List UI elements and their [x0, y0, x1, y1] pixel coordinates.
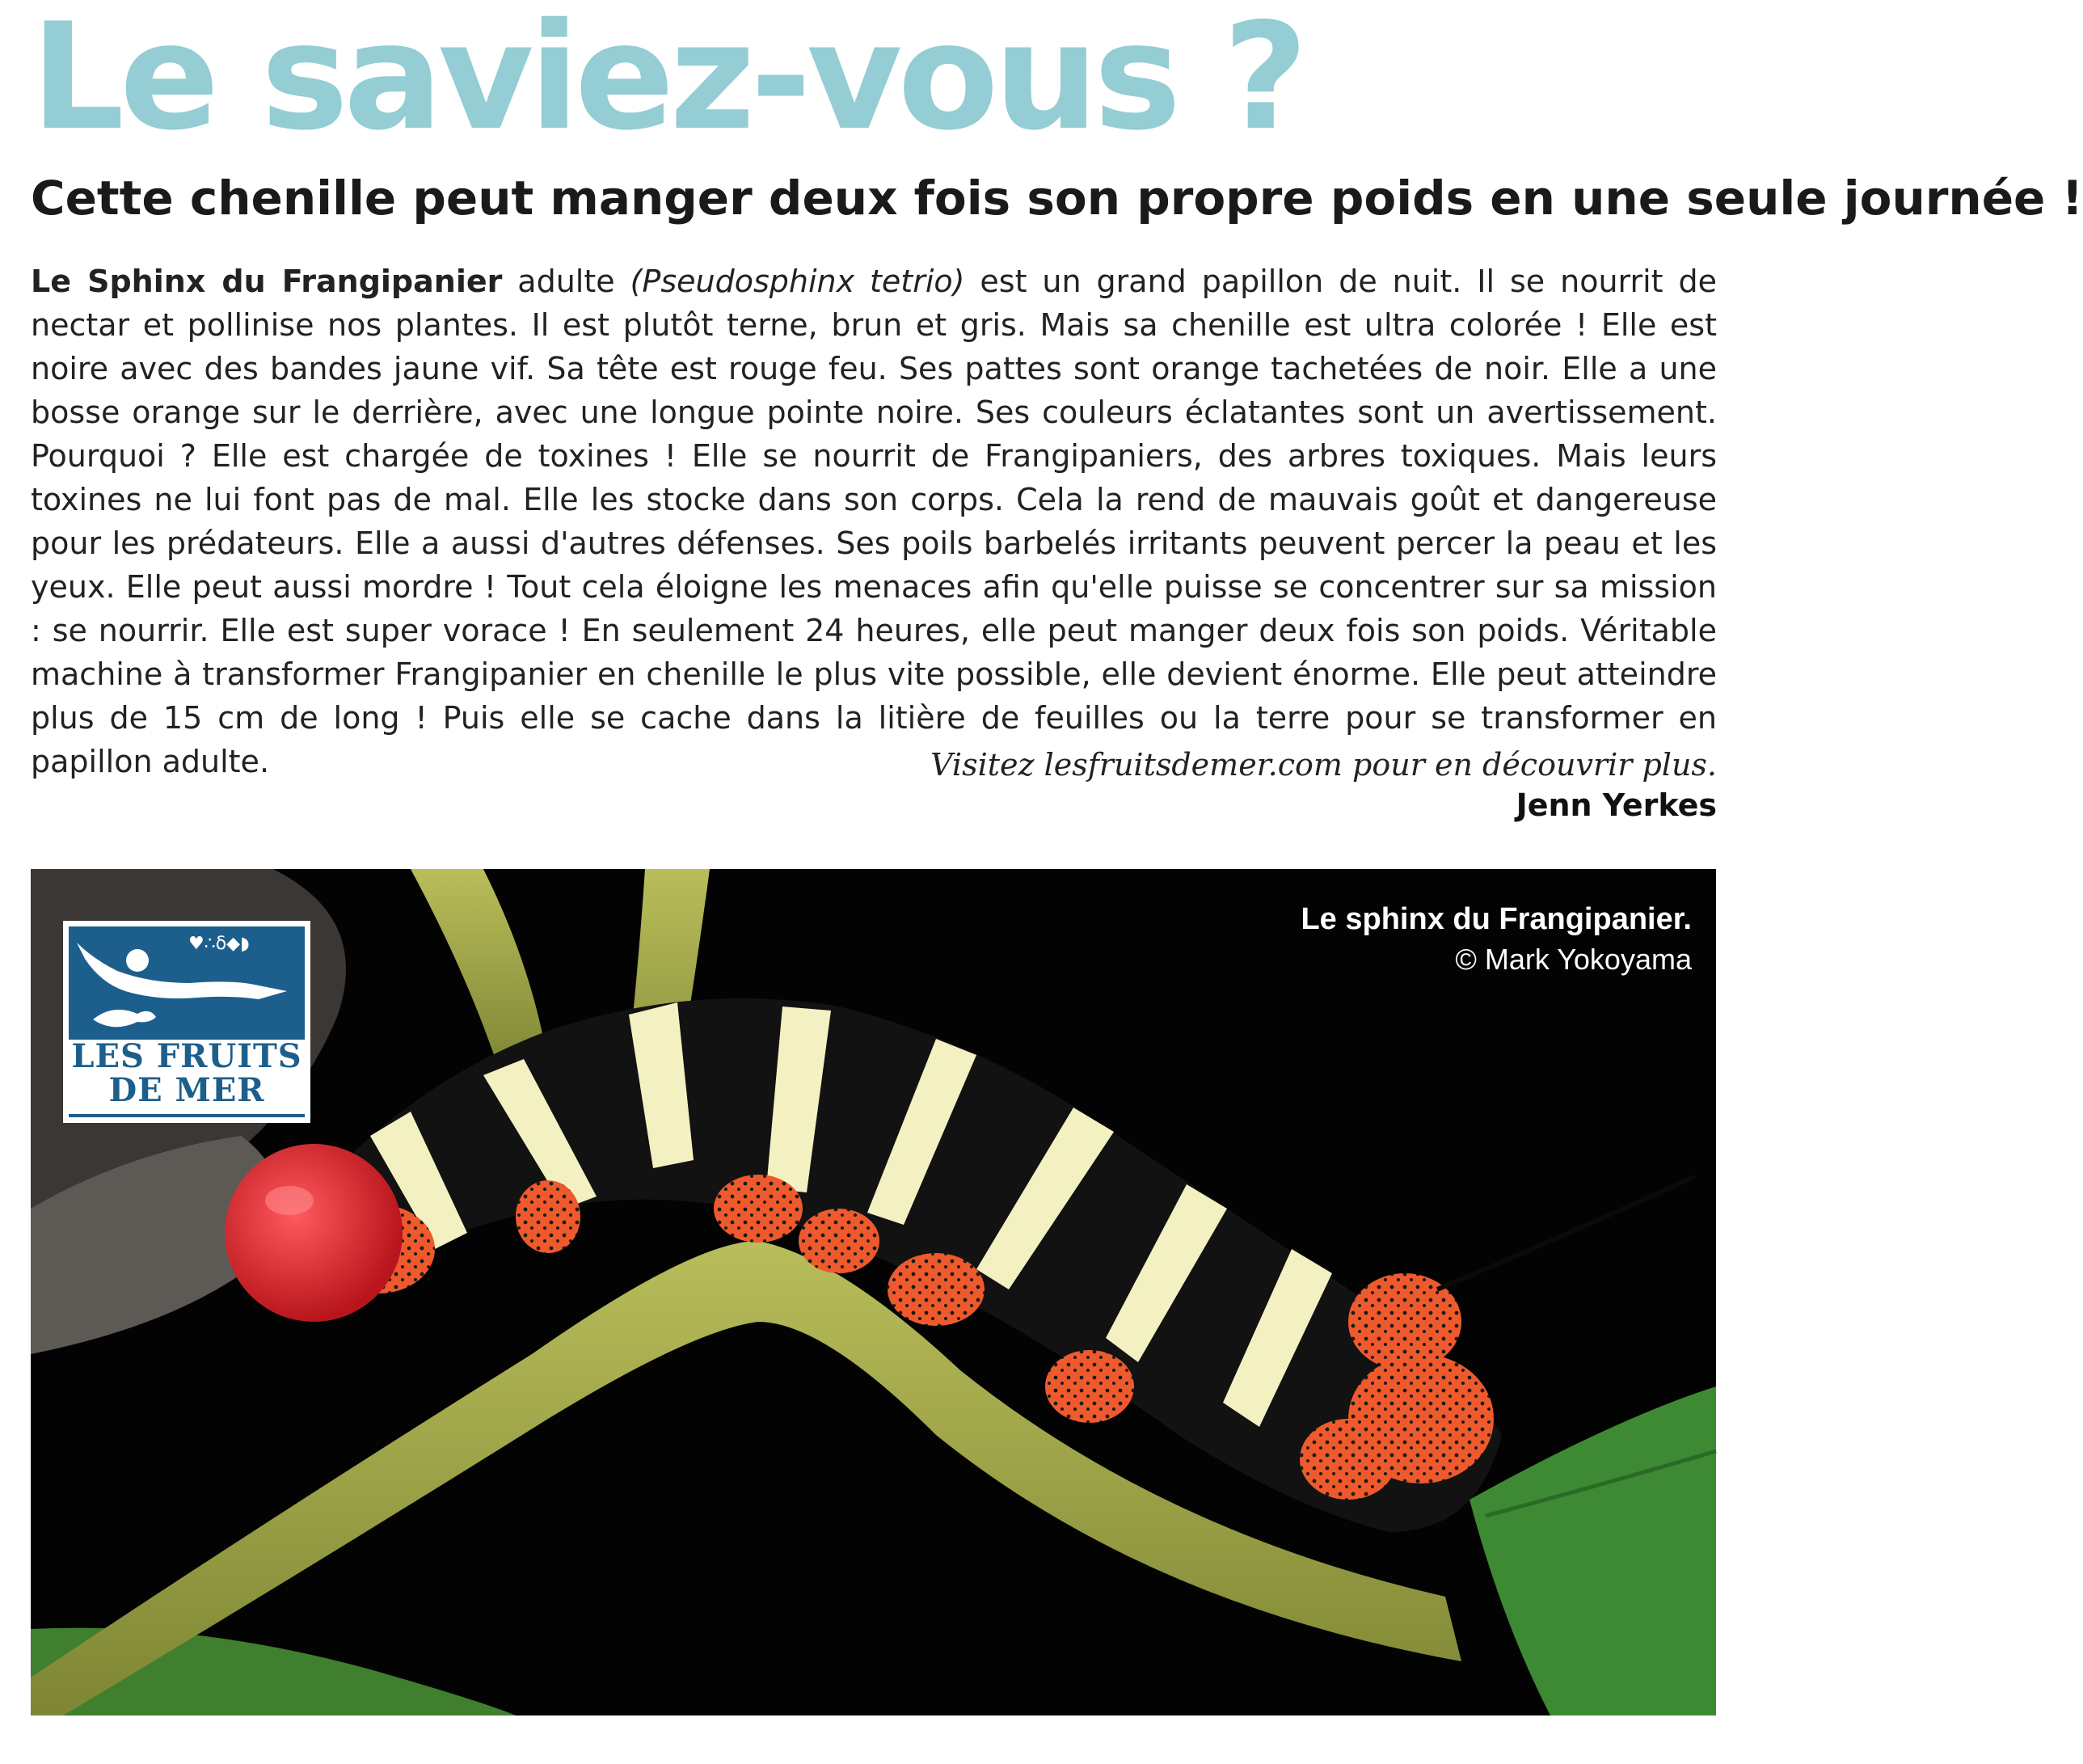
caterpillar-head — [225, 1144, 403, 1322]
visit-website-note: Visitez lesfruitsdemer.com pour en découvrir plus. — [930, 747, 1717, 783]
logo-line-1: LES FRUITS — [71, 1037, 302, 1075]
page-title: Le saviez-vous ? — [31, 0, 1304, 162]
logo-line-2: DE MER — [108, 1071, 265, 1109]
article-body — [31, 260, 1717, 783]
head-highlight — [265, 1186, 314, 1215]
leaf-right — [1469, 1386, 1716, 1715]
article-adulte: adulte — [502, 264, 630, 299]
photo-credit: © Mark Yokoyama — [1455, 943, 1692, 976]
author-name: Jenn Yerkes — [1516, 787, 1717, 823]
logo-symbols: ♥∴δ◆◗ — [188, 934, 250, 954]
caption-title: Le sphinx du Frangipanier. — [1301, 902, 1692, 936]
scientific-name: (Pseudosphinx tetrio) — [630, 264, 965, 299]
photo-caption — [1301, 898, 1692, 979]
article-text: est un grand papillon de nuit. Il se nourrit de nectar et pollinise nos plantes. Il est plutôt terne, brun et gris. Mais sa chenille est ultra colorée ! Elle est noire avec des bandes jaune vif. Sa tête est rouge feu. Ses pattes sont orange tachetées de noir. Elle a une bosse orange sur le derrière, avec une longue pointe noire. Ses couleurs éclatantes sont un avertissement. Pourquoi ? Elle est chargée de toxines ! Elle se nourrit de Frangipaniers, des arbres toxiques. Mais leurs toxines ne lui font pas de mal. Elle les stocke dans son corps. Cela la rend de mauvais goût et dangereuse pour les prédateurs. Elle a aussi d'autres défenses. Ses poils barbelés irritants peuvent percer la peau et les yeux. Elle peut aussi mordre ! Tout cela éloigne les menaces afin qu'elle puisse se concentrer sur sa mission : se nourrir. Elle est super vorace ! En seulement 24 heures, elle peut manger deux fois son poids. Véritable machine à transformer Frangipanier en chenille le plus vite possible, elle devient énorme. Elle peut atteindre plus de 15 cm de long ! Puis elle se cache dans la litière de feuilles ou la terre pour se transformer en papillon adulte. — [31, 264, 1718, 779]
caterpillar-photo — [31, 869, 1716, 1715]
mermaid-icon — [77, 943, 287, 999]
tail-horn — [1437, 1176, 1696, 1289]
article-subtitle: Cette chenille peut manger deux fois son propre poids en une seule journée ! — [31, 171, 2083, 226]
fish-icon — [93, 1010, 156, 1027]
les-fruits-de-mer-logo — [63, 921, 310, 1123]
article-lead: Le Sphinx du Frangipanier — [31, 264, 503, 299]
